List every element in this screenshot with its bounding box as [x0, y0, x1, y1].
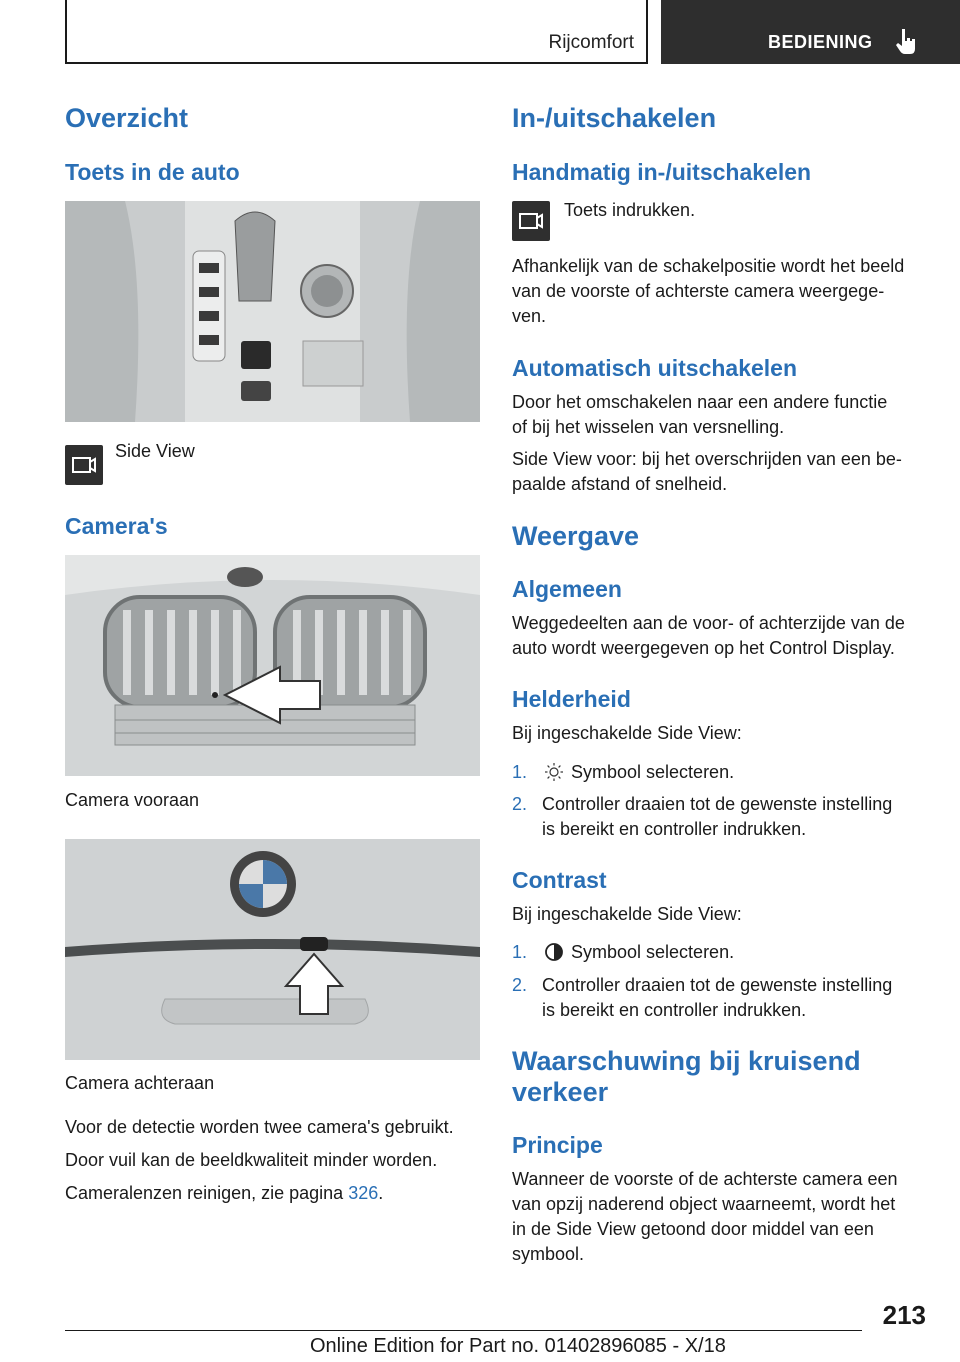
clean-lenses-text: Cameralenzen reinigen, zie pagina — [65, 1183, 349, 1203]
contrast-step-1 — [512, 940, 527, 965]
step-number: 1. — [512, 762, 528, 782]
paragraph-auto-off-2 — [512, 447, 932, 497]
heading-on-off: In-/uitschakelen — [512, 103, 717, 133]
heading-principle: Principe — [512, 1132, 603, 1158]
brightness-intro: Bij ingeschakelde Side View: — [512, 723, 742, 743]
auto2-line-1: Side View voor: bij het overschrijden van een be- — [512, 449, 902, 469]
brightness-step-2-text — [542, 792, 942, 842]
general-line-1: Weggedeelten aan de voor- of achterzijde van de — [512, 613, 905, 633]
principle-line-1: Wanneer de voorste of de achterste camera een — [512, 1169, 898, 1189]
brightness-step-1-text: Symbool selecteren. — [571, 762, 735, 782]
contrast-step-1-text: Symbool selecteren. — [571, 942, 735, 962]
paragraph-two-cameras: Voor de detectie worden twee camera's gebruikt. — [65, 1117, 454, 1137]
warning-title-line-1: Waarschuwing bij kruisend — [512, 1046, 861, 1076]
paragraph-manual — [512, 254, 932, 329]
manual-line-2: van de voorste of achterste camera weergege- — [512, 281, 885, 301]
heading-display: Weergave — [512, 521, 640, 551]
caption-rear-camera: Camera achteraan — [65, 1073, 215, 1093]
heading-overview: Overzicht — [65, 103, 189, 133]
brightness-step-2-line-2: is bereikt en controller indrukken. — [542, 819, 807, 839]
heading-button-in-car: Toets in de auto — [65, 159, 240, 185]
heading-auto-off: Automatisch uitschakelen — [512, 355, 798, 381]
press-button-text: Toets indrukken. — [564, 200, 696, 220]
heading-cross-traffic-warning — [512, 1046, 861, 1108]
auto-line-1: Door het omschakelen naar een andere functie — [512, 392, 888, 412]
heading-cameras: Camera's — [65, 513, 168, 539]
contrast-step-2-text — [542, 973, 942, 1023]
contrast-step-2-line-2: is bereikt en controller indrukken. — [542, 1000, 807, 1020]
manual-line-1: Afhankelijk van de schakelpositie wordt het beeld — [512, 256, 905, 276]
edition-footer: Online Edition for Part no. 01402896085 - X/18 — [310, 1335, 726, 1357]
principle-line-2: van opzij naderend object waarneemt, wordt het — [512, 1194, 896, 1214]
step-number: 2. — [512, 975, 528, 995]
side-view-button-icon — [512, 201, 550, 241]
paragraph-auto-off — [512, 390, 932, 440]
section-title: Rijcomfort — [548, 32, 634, 53]
paragraph-general — [512, 611, 932, 661]
clean-lenses-period: . — [378, 1183, 384, 1203]
paragraph-principle — [512, 1167, 932, 1267]
principle-line-3: in de Side View getoond door middel van een — [512, 1219, 874, 1239]
step-number: 1. — [512, 942, 528, 962]
brightness-sun-icon — [544, 762, 564, 782]
brightness-step-2 — [512, 792, 527, 817]
heading-contrast: Contrast — [512, 867, 607, 893]
auto-line-2: of bij het wisselen van versnelling. — [512, 417, 785, 437]
caption-front-camera: Camera vooraan — [65, 790, 200, 810]
contrast-step-2-line-1: Controller draaien tot de gewenste instelling — [542, 975, 893, 995]
front-camera-photo — [65, 555, 480, 776]
page-number: 213 — [882, 1300, 926, 1330]
general-line-2: auto wordt weergegeven op het Control Display. — [512, 638, 895, 658]
side-view-label: Side View — [115, 441, 195, 461]
heading-brightness: Helderheid — [512, 686, 631, 712]
heading-manual-on-off: Handmatig in-/uitschakelen — [512, 159, 812, 185]
warning-title-line-2: verkeer — [512, 1077, 609, 1107]
pointing-hand-icon — [895, 27, 919, 55]
side-view-button-icon — [65, 445, 103, 485]
brightness-step-1 — [512, 760, 527, 785]
auto2-line-2: paalde afstand of snelheid. — [512, 474, 728, 494]
brightness-step-2-line-1: Controller draaien tot de gewenste instelling — [542, 794, 893, 814]
principle-line-4: symbool. — [512, 1244, 585, 1264]
center-console-photo — [65, 201, 480, 422]
contrast-icon — [544, 942, 564, 962]
chapter-tab-label: BEDIENING — [768, 32, 873, 52]
heading-general: Algemeen — [512, 576, 622, 602]
page-link-326[interactable]: 326 — [348, 1183, 379, 1203]
rear-camera-photo — [65, 839, 480, 1060]
footer-divider — [65, 1330, 862, 1331]
contrast-intro: Bij ingeschakelde Side View: — [512, 904, 742, 924]
paragraph-dirt: Door vuil kan de beeldkwaliteit minder worden. — [65, 1150, 438, 1170]
step-number: 2. — [512, 794, 528, 814]
paragraph-clean-lenses — [65, 1181, 383, 1206]
contrast-step-2 — [512, 973, 527, 998]
manual-line-3: ven. — [512, 306, 547, 326]
